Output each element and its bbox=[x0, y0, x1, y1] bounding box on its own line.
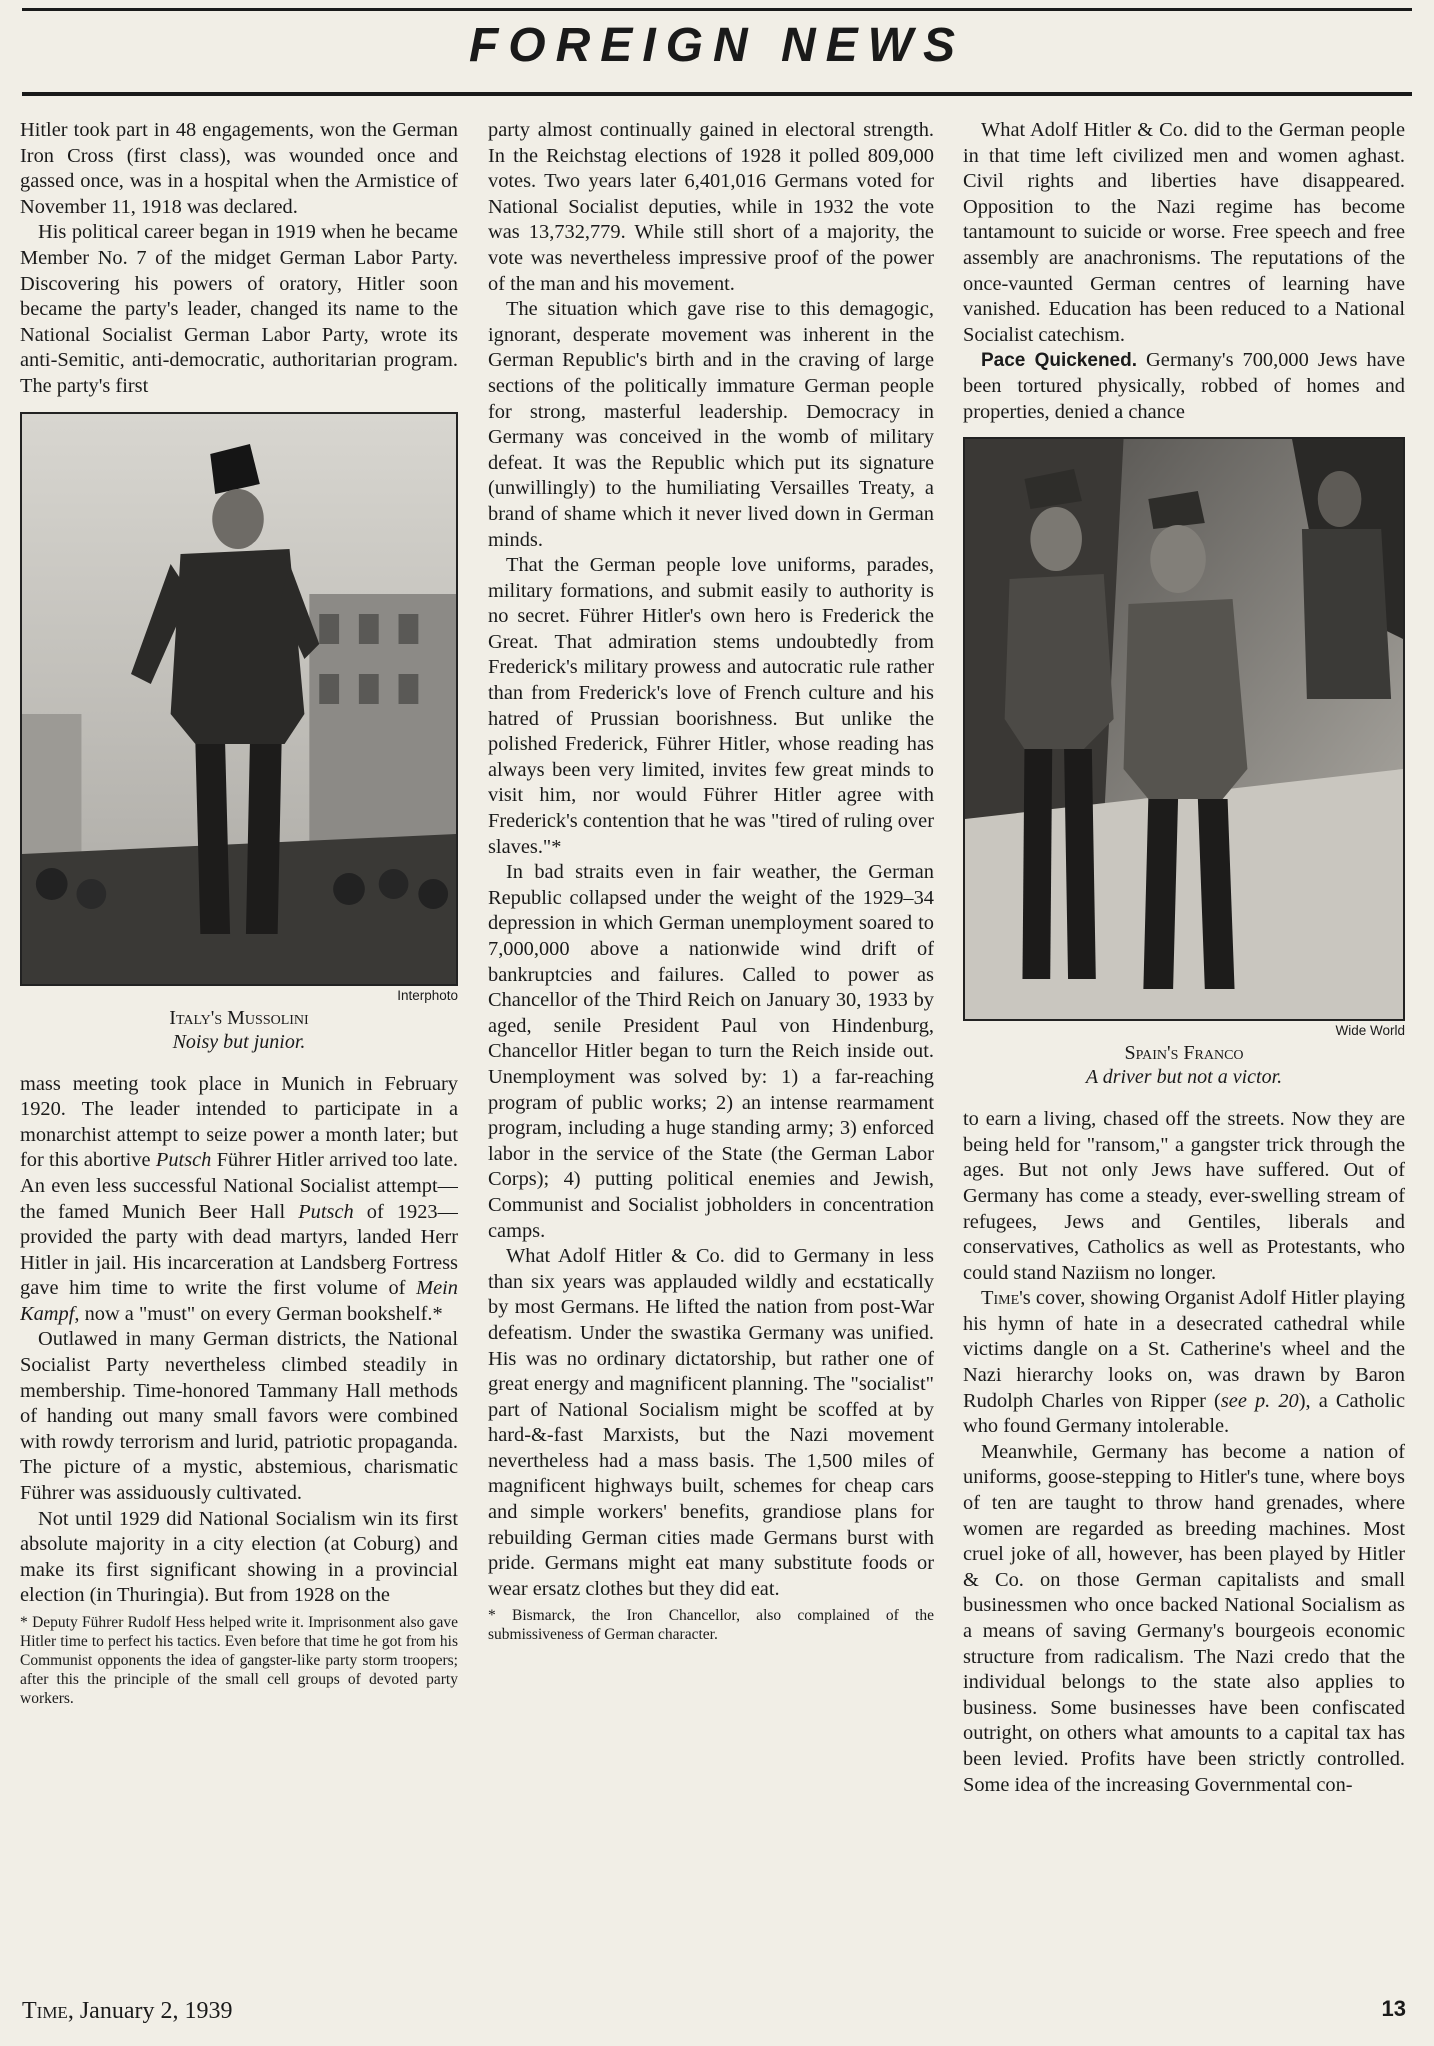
col1-p3-text-c: of 1923—provided the party with dead martyrs, landed Herr Hitler in jail. His incarceration at Landsberg Fortress gave him time to write the first volume of bbox=[20, 1200, 458, 1300]
footer-issue bbox=[22, 1996, 232, 2026]
col1-p3-text-b: Führer Hitler arrived too late. An even less successful National Socialist attempt—the famed Munich Beer Hall bbox=[20, 1149, 458, 1223]
top-rule bbox=[22, 8, 1412, 11]
col3-paragraph-2 bbox=[963, 348, 1405, 425]
mussolini-caption-title: Italy's Mussolini bbox=[169, 1006, 309, 1029]
column-3 bbox=[963, 118, 1405, 1978]
col2-paragraph-3: That the German people love uniforms, parades, military formations, and submit easily to authority is no secret. Führer Hitler's own hero is Frederick the Great. That admiration stems undoubtedly from Frederick's military prowess and autocratic rule rather than from Frederick's love of French culture and his hatred of Prussian boorishness. But unlike the polished Frederick, Führer Hitler, whose reading has always been very limited, invites few great minds to visit him, nor would Führer Hitler agree with Frederick's contention that he was "tired of ruling over slaves."* bbox=[488, 554, 934, 858]
col2-footnote bbox=[488, 1606, 934, 1644]
mussolini-caption-subtitle: Noisy but junior. bbox=[172, 1030, 306, 1053]
col3-p3-text-b: ), a Catholic who found Germany intolerable. bbox=[963, 1389, 1405, 1438]
column-1 bbox=[20, 118, 458, 1978]
col3-time-name: Time bbox=[981, 1287, 1020, 1310]
mussolini-photo bbox=[20, 412, 458, 986]
col3-p3-text-a: 's cover, showing Organist Adolf Hitler playing his hymn of hate in a desecrated cathedral while victims dangle on a St. Catherine's wheel and the Nazi hierarchy looks on, was drawn by Baron Rudolph Charles von Ripper ( bbox=[963, 1287, 1405, 1412]
mussolini-photo-image bbox=[22, 414, 456, 984]
section-title: FOREIGN NEWS bbox=[468, 19, 965, 72]
col3-paragraph-3 bbox=[963, 1286, 1405, 1440]
col1-p3-putsch-2: Putsch bbox=[298, 1200, 354, 1223]
franco-caption-title: Spain's Franco bbox=[1124, 1042, 1244, 1065]
franco-photo bbox=[963, 437, 1405, 1021]
col2-paragraph-1: party almost continually gained in electoral strength. In the Reichstag elections of 1928 it polled 809,000 votes. Two years later 6,401,016 Germans voted for National Socialist deputies, while in 1932 the vote was 13,732,779. While still short of a majority, the vote was nevertheless impressive proof of the power of the man and his movement. bbox=[488, 119, 934, 295]
col1-paragraph-1: Hitler took part in 48 engagements, won the German Iron Cross (first class), was wounded once and gassed once, was in a hospital when the Armistice of November 11, 1918 was declared. bbox=[20, 119, 458, 218]
footer-magazine: Time bbox=[22, 1998, 68, 2024]
mussolini-photo-credit: Interphoto bbox=[397, 987, 458, 1003]
col2-footnote-text: * Bismarck, the Iron Chancellor, also complained of the submissiveness of German character. bbox=[488, 1607, 934, 1644]
col3-p3-see-page: see p. 20 bbox=[1220, 1389, 1299, 1412]
col1-p3-putsch-1: Putsch bbox=[155, 1149, 212, 1172]
col2-paragraph-5: What Adolf Hitler & Co. did to Germany in less than six years was applauded wildly and ecstatically by most Germans. He lifted the nation from post-War defeatism. Under the swastika Germany was unified. His was no ordinary dictatorship, but rather one of great energy and magnificent planning. The "socialist" part of National Socialism might be scoffed at by hard-&-fast Marxists, but the Nazi movement nevertheless had a mass basis. The 1,500 miles of magnificent highways built, schemes for cheap cars and simple workers' benefits, grandiose plans for rebuilding German cities made Germans burst with pride. Germans might eat many substitute foods or wear ersatz clothes but they did eat. bbox=[488, 1245, 934, 1600]
column-2 bbox=[488, 118, 934, 1978]
col3-paragraph-4: Meanwhile, Germany has become a nation of uniforms, goose-stepping to Hitler's tune, where boys of ten are taught to throw hand grenades, where women are regarded as breeding machines. Most cruel joke of all, however, has been played by Hitler & Co. on those German capitalists and small businessmen who once backed National Socialism as a means of saving Germany's bourgeois economic structure from radicalism. The Nazi credo that the individual belongs to the state also applies to business. Some businesses have been confiscated outright, on others what amounts to a capital tax has been levied. Profits have been strictly controlled. Some idea of the increasing Governmental con- bbox=[963, 1440, 1405, 1796]
franco-photo-credit: Wide World bbox=[1335, 1023, 1405, 1039]
col1-paragraph-5: Not until 1929 did National Socialism win its first absolute majority in a city election (at Coburg) and make its first significant showing in a provincial election (in Thuringia). But from 1928 on the bbox=[20, 1507, 458, 1607]
page-number: 13 bbox=[1381, 1996, 1406, 2021]
footer-date: , January 2, 1939 bbox=[67, 1998, 233, 2024]
col1-p3-text-a: mass meeting took place in Munich in February 1920. The leader intended to participate in a monarchist attempt to seize power a month later; but for this abortive bbox=[20, 1072, 458, 1172]
franco-caption-subtitle: A driver but not a victor. bbox=[1085, 1066, 1283, 1089]
col3-lead-heading: Pace Quickened. bbox=[981, 350, 1138, 372]
col1-paragraph-2: His political career began in 1919 when he became Member No. 7 of the midget German Labor Party. Discovering his powers of oratory, Hitler soon became the party's leader, changed its name to the National Socialist German Labor Party, wrote its anti-Semitic, anti-democratic, authoritarian program. The party's first bbox=[20, 221, 458, 397]
col3-paragraph-1: What Adolf Hitler & Co. did to the German people in that time left civilized men and women aghast. Civil rights and liberties have disappeared. Opposition to the Nazi regime has become tantamount to suicide or worse. Free speech and free assembly are anachronisms. The reputations of the once-vaunted German centres of learning have vanished. Education has been reduced to a National Socialist catechism. bbox=[963, 119, 1405, 346]
col2-paragraph-4: In bad straits even in fair weather, the German Republic collapsed under the weight of the 1929–34 depression in which German unemployment soared to 7,000,000 above a nationwide wind drift of bankruptcies and failures. Called to power as Chancellor of the Third Reich on January 30, 1933 by aged, senile President Paul von Hindenburg, Chancellor Hitler began to turn the Reich inside out. Unemployment was solved by: 1) a far-reaching program of public works; 2) an intense rearmament program, including a huge standing army; 3) enforced labor in the service of the State (the German Labor Corps); 4) putting political enemies and Jewish, Communist and Socialist jobholders in concentration camps. bbox=[488, 861, 934, 1242]
col3-p2-text: Germany's 700,000 Jews have been tortured physically, robbed of homes and properties, denied a chance bbox=[963, 349, 1405, 423]
col3-paragraph-2-continued: to earn a living, chased off the streets. Now they are being held for "ransom," a gangster trick through the ages. But not only Jews have suffered. Out of Germany has come a steady, ever-swelling stream of refugees, Jews and Gentiles, liberals and conservatives, Catholics as well as Protestants, who could stand Naziism no longer. bbox=[963, 1108, 1405, 1284]
col1-paragraph-3 bbox=[20, 1072, 458, 1328]
franco-photo-image bbox=[965, 439, 1403, 1019]
col1-p3-text-d: , now a "must" on every German bookshelf.* bbox=[74, 1302, 443, 1325]
col2-paragraph-2: The situation which gave rise to this demagogic, ignorant, desperate movement was inherent in the German Republic's birth and in the craving of large sections of the politically immature German people for strong, masterful leadership. Democracy in Germany was conceived in the womb of military defeat. It was the Republic which put its signature (unwillingly) to the humiliating Versailles Treaty, a brand of shame which it never lived down in German minds. bbox=[488, 298, 934, 551]
col1-p3-book-title: Mein Kampf bbox=[20, 1277, 458, 1325]
col1-footnote bbox=[20, 1613, 458, 1708]
col1-paragraph-4: Outlawed in many German districts, the National Socialist Party nevertheless climbed steadily in membership. Time-honored Tammany Hall methods of handing out many small favors were combined with rowdy terrorism and lurid, patriotic propaganda. The picture of a mystic, abstemious, charismatic Führer was assiduously cultivated. bbox=[20, 1328, 458, 1505]
title-rule bbox=[22, 92, 1412, 96]
col1-footnote-text: * Deputy Führer Rudolf Hess helped write it. Imprisonment also gave Hitler time to perfect his tactics. Even before that time he got from his Communist opponents the idea of gangster-like party storm troopers; after this the principle of the small cell groups of devoted party workers. bbox=[20, 1614, 458, 1707]
